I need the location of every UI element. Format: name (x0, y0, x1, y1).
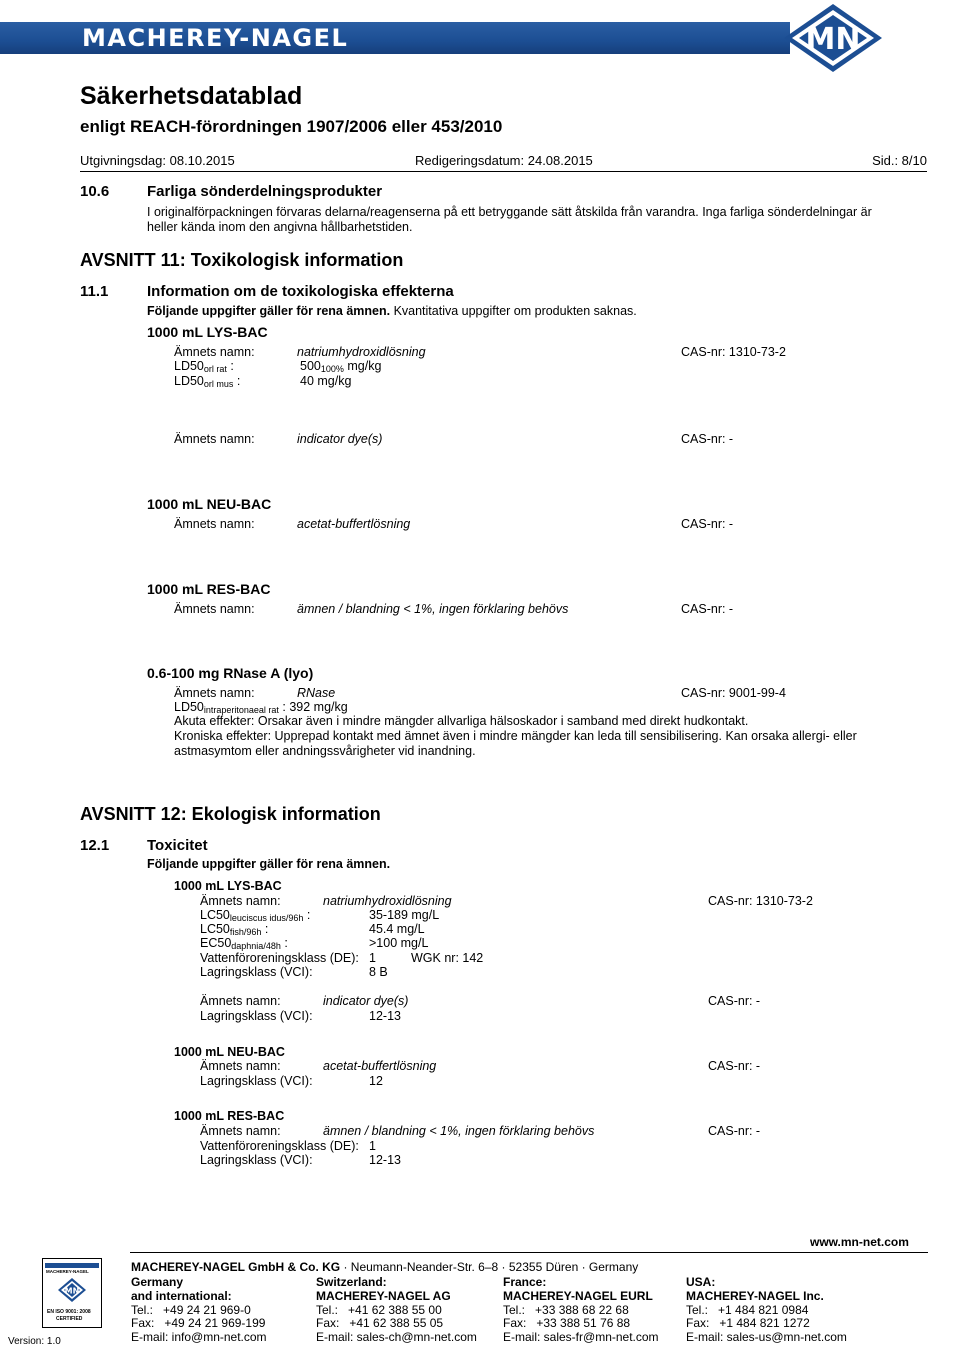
col-heading-1: Germany (131, 1275, 184, 1289)
col-heading-2: and international: (131, 1288, 232, 1303)
s12-res-vci-value: 12-13 (369, 1153, 401, 1167)
s12-lys-vci-value-2: 12-13 (369, 1009, 401, 1023)
revision-date: Redigeringsdatum: 24.08.2015 (415, 153, 593, 168)
s11-lys-ld2 (174, 374, 240, 389)
s12-lys-lc1 (200, 908, 310, 923)
s11-lys-name-2: indicator dye(s) (297, 432, 383, 446)
s12-lys-title: 1000 mL LYS-BAC (174, 879, 282, 893)
page-number: Sid.: 8/10 (872, 153, 927, 168)
issue-date: Utgivningsdag: 08.10.2015 (80, 153, 235, 168)
section-10-6-title: Farliga sönderdelningsprodukter (147, 183, 383, 200)
section-11-note (147, 304, 637, 318)
col-fax: Fax: +49 24 21 969-199 (131, 1316, 266, 1331)
s11-lys-label-2: Ämnets namn: (174, 432, 255, 446)
footer-col-usa (686, 1276, 847, 1345)
s12-lys-lc1-value: 35-189 mg/L (369, 908, 440, 922)
section-10-6-number: 10.6 (80, 183, 110, 200)
section-12-1-title: Toxicitet (147, 837, 208, 854)
ld-sub: orl rat (203, 364, 227, 374)
lc-main: LC50 (200, 922, 230, 936)
s11-rnase-ld (174, 700, 348, 715)
s12-res-wgk-label: Vattenföroreningsklass (DE): (200, 1139, 359, 1153)
section-10-6-text-1: I originalförpackningen förvaras delarna/reagenserna på ett betryggande sätt åtskilda från varandra. Inga farliga sönderdelningar är (147, 205, 872, 219)
company-name: MACHEREY-NAGEL GmbH & Co. KG (131, 1260, 341, 1274)
footer-company (131, 1260, 638, 1274)
s11-lys-ld1 (174, 359, 234, 374)
header-band (0, 0, 960, 70)
ld-unit: mg/kg (343, 359, 382, 373)
ec-main: EC50 (200, 936, 232, 950)
cert-brand-bar (45, 1263, 99, 1268)
ld-value-sub: 100% (320, 364, 344, 374)
s12-res-wgk-value: 1 (369, 1139, 376, 1153)
section-11-1-number: 11.1 (80, 283, 109, 300)
note-rest: Kvantitativa uppgifter om produkten saknas. (390, 304, 637, 318)
ld-colon: : (233, 374, 241, 388)
s11-rnase-name: RNase (297, 686, 336, 700)
col-email[interactable]: E-mail: sales-ch@mn-net.com (316, 1330, 477, 1345)
s11-neu-cas: CAS-nr: - (681, 517, 734, 531)
col-heading-1: Switzerland: (316, 1275, 387, 1289)
lc-colon: : (261, 922, 269, 936)
s11-neu-name: acetat-buffertlösning (297, 517, 411, 531)
col-heading-1: France: (503, 1275, 547, 1289)
s12-lys-cas-2: CAS-nr: - (708, 994, 761, 1008)
s11-lys-name: natriumhydroxidlösning (297, 345, 426, 359)
s12-lys-vci-label-2: Lagringsklass (VCI): (200, 1009, 313, 1023)
section-12-note: Följande uppgifter gäller för rena ämnen. (147, 857, 391, 871)
s12-lys-name-2: indicator dye(s) (323, 994, 409, 1008)
s11-rnase-title: 0.6-100 mg RNase A (lyo) (147, 665, 314, 681)
cert-logo-text: MN (64, 1286, 80, 1296)
ld-main: LD50 (174, 359, 204, 373)
s12-lys-label-2: Ämnets namn: (200, 994, 281, 1008)
header-divider (80, 171, 927, 172)
s11-rnase-label: Ämnets namn: (174, 686, 255, 700)
lc-main: LC50 (200, 908, 230, 922)
s12-neu-cas: CAS-nr: - (708, 1059, 761, 1073)
s12-lys-lc2-value: 45.4 mg/L (369, 922, 425, 936)
section-12-heading: AVSNITT 12: Ekologisk information (80, 804, 381, 824)
col-heading-2: MACHEREY-NAGEL Inc. (686, 1288, 824, 1303)
ld-value: 500 (300, 359, 321, 373)
footer-col-switzerland (316, 1276, 477, 1345)
ld-sub: intraperitonaeal rat (203, 705, 279, 715)
cert-brand: MACHEREY-NAGEL (46, 1269, 89, 1274)
s12-lys-ec (200, 936, 288, 951)
cert-mn-icon (57, 1277, 87, 1303)
s12-neu-label: Ämnets namn: (200, 1059, 281, 1073)
col-tel: Tel.: +49 24 21 969-0 (131, 1302, 251, 1317)
s12-res-cas: CAS-nr: - (708, 1124, 761, 1138)
s12-lys-vci-label: Lagringsklass (VCI): (200, 965, 313, 979)
section-12-1-number: 12.1 (80, 837, 110, 854)
s11-lys-title: 1000 mL LYS-BAC (147, 324, 268, 340)
brand-name: MACHEREY-NAGEL (82, 24, 349, 52)
col-email[interactable]: E-mail: sales-fr@mn-net.com (503, 1330, 659, 1345)
lc-colon: : (303, 908, 311, 922)
col-email[interactable]: E-mail: sales-us@mn-net.com (686, 1330, 847, 1345)
ec-colon: : (280, 936, 288, 950)
version-label: Version: 1.0 (8, 1336, 61, 1347)
s12-neu-name: acetat-buffertlösning (323, 1059, 437, 1073)
s12-lys-wgk-value: 1 (369, 951, 376, 965)
section-11-heading: AVSNITT 11: Toxikologisk information (80, 250, 404, 270)
lc-sub: leuciscus idus/96h (229, 913, 304, 923)
col-heading-1: USA: (686, 1275, 716, 1289)
col-tel: Tel.: +1 484 821 0984 (686, 1302, 809, 1317)
col-fax: Fax: +41 62 388 55 05 (316, 1316, 444, 1331)
page-subtitle: enligt REACH-förordningen 1907/2006 eller 453/2010 (80, 117, 503, 136)
s11-lys-ld1-value (300, 359, 381, 374)
footer-col-france (503, 1276, 659, 1345)
s12-res-name: ämnen / blandning < 1%, ingen förklaring behövs (323, 1124, 595, 1138)
s12-res-label: Ämnets namn: (200, 1124, 281, 1138)
s12-lys-label: Ämnets namn: (200, 894, 281, 908)
iso-certificate-badge (42, 1258, 102, 1328)
meta-row (80, 153, 927, 171)
ld-value: : 392 mg/kg (278, 700, 348, 714)
s11-rnase-cas: CAS-nr: 9001-99-4 (681, 686, 786, 700)
s11-lys-ld2-value: 40 mg/kg (300, 374, 352, 388)
s11-rnase-acute: Akuta effekter: Orsakar även i mindre mängder allvarliga hälsoskador i samband med direkt hudkontakt. (174, 714, 749, 728)
s11-res-cas: CAS-nr: - (681, 602, 734, 616)
section-11-1-title: Information om de toxikologiska effekterna (147, 283, 454, 300)
s11-res-title: 1000 mL RES-BAC (147, 581, 271, 597)
footer-col-germany (131, 1276, 267, 1345)
logo-text: MN (805, 22, 861, 57)
col-tel: Tel.: +33 388 68 22 68 (503, 1302, 629, 1317)
col-email[interactable]: E-mail: info@mn-net.com (131, 1330, 267, 1345)
col-fax: Fax: +33 388 51 76 88 (503, 1316, 631, 1331)
section-10-6-text-2: heller kända inom den angivna hållbarhetstiden. (147, 220, 413, 234)
footer-divider (130, 1252, 928, 1253)
mn-logo-icon (780, 2, 886, 74)
s11-res-name: ämnen / blandning < 1%, ingen förklaring behövs (297, 602, 569, 616)
s11-neu-title: 1000 mL NEU-BAC (147, 496, 272, 512)
s12-neu-vci-value: 12 (369, 1074, 383, 1088)
col-tel: Tel.: +41 62 388 55 00 (316, 1302, 442, 1317)
s11-lys-label: Ämnets namn: (174, 345, 255, 359)
s11-neu-label: Ämnets namn: (174, 517, 255, 531)
lc-sub: fish/96h (229, 927, 262, 937)
cert-line-2: CERTIFIED (56, 1316, 83, 1322)
s12-res-title: 1000 mL RES-BAC (174, 1109, 285, 1123)
company-address: · Neumann-Neander-Str. 6–8 · 52355 Düren · Germany (340, 1260, 639, 1274)
s12-neu-vci-label: Lagringsklass (VCI): (200, 1074, 313, 1088)
ld-colon: : (226, 359, 234, 373)
s12-lys-wgk-nr: WGK nr: 142 (411, 951, 484, 965)
ld-main: LD50 (174, 374, 204, 388)
s12-lys-lc2 (200, 922, 268, 937)
s12-lys-wgk-label: Vattenföroreningsklass (DE): (200, 951, 359, 965)
col-fax: Fax: +1 484 821 1272 (686, 1316, 810, 1331)
col-heading-2: MACHEREY-NAGEL EURL (503, 1288, 653, 1303)
cert-line-1: EN ISO 9001: 2008 (47, 1309, 91, 1315)
footer-website[interactable]: www.mn-net.com (810, 1235, 909, 1249)
s12-lys-cas: CAS-nr: 1310-73-2 (708, 894, 813, 908)
note-bold: Följande uppgifter gäller för rena ämnen. (147, 304, 391, 318)
page-title: Säkerhetsdatablad (80, 82, 303, 110)
s11-rnase-chronic-1: Kroniska effekter: Upprepad kontakt med ämnet även i mindre mängder kan leda till sensibilisering. Kan orsaka allergi- eller (174, 729, 857, 743)
s11-lys-cas-2: CAS-nr: - (681, 432, 734, 446)
s11-res-label: Ämnets namn: (174, 602, 255, 616)
s12-lys-vci-value: 8 B (369, 965, 388, 979)
col-heading-2: MACHEREY-NAGEL AG (316, 1288, 451, 1303)
s12-neu-title: 1000 mL NEU-BAC (174, 1045, 285, 1059)
s11-lys-cas: CAS-nr: 1310-73-2 (681, 345, 786, 359)
ec-sub: daphnia/48h (231, 941, 281, 951)
s11-rnase-chronic-2: astmasymtom eller andningssvårigheter vid inandning. (174, 744, 476, 758)
ld-sub: orl mus (203, 379, 234, 389)
s12-res-vci-label: Lagringsklass (VCI): (200, 1153, 313, 1167)
s12-lys-ec-value: >100 mg/L (369, 936, 429, 950)
s12-lys-name: natriumhydroxidlösning (323, 894, 452, 908)
ld-main: LD50 (174, 700, 204, 714)
